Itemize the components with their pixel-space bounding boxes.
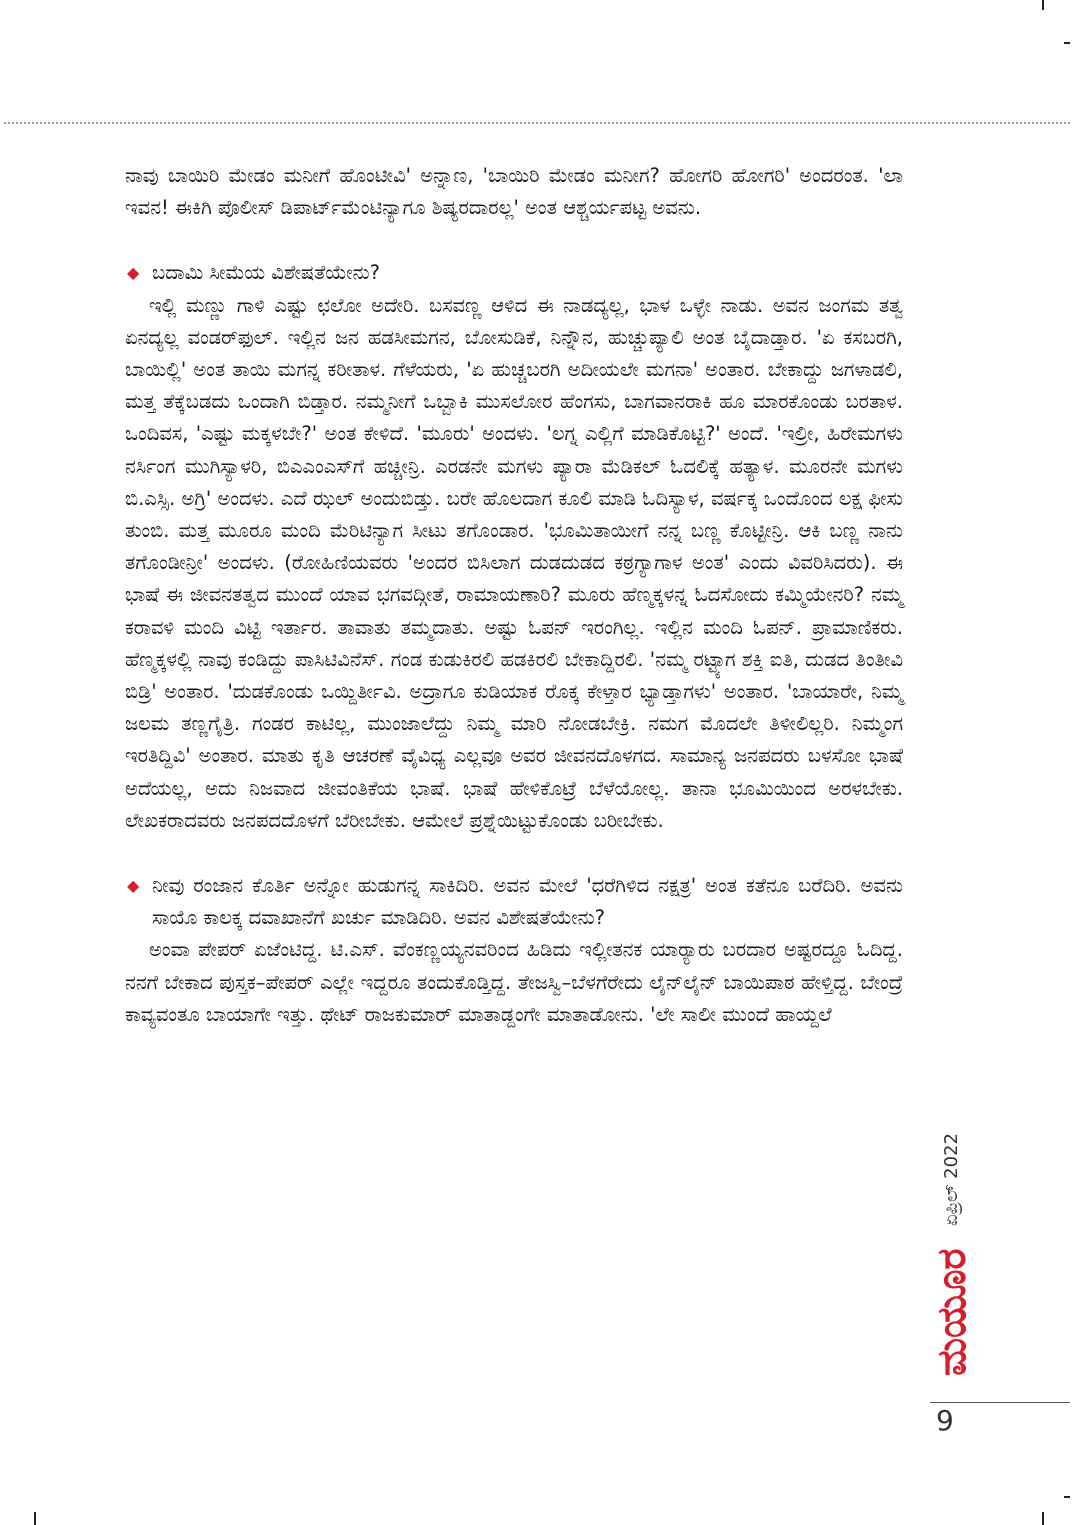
crop-mark-bottom-right: [1042, 1512, 1044, 1525]
diamond-bullet-icon: ◆: [127, 263, 140, 283]
issue-date: ಏಪ್ರಿಲ್ 2022: [941, 1133, 962, 1226]
article-body: [125, 160, 903, 1031]
question-text: ನೀವು ರಂಜಾನ ಕೊರ್ತಿ ಅನ್ನೋ ಹುಡುಗನ್ನ ಸಾಕಿದಿರಿ. ಅವನ ಮೇಲೆ 'ಧರೆಗಿಳಿದ ನಕ್ಷತ್ರ' ಅಂತ ಕತೆನೂ ಬರೆದಿರಿ. ಅವನು ಸಾಯೊ ಕಾಲಕ್ಕ ದವಾಖಾನೆಗೆ ಖರ್ಚು ಮಾಡಿದಿರಿ. ಅವನ ವಿಶೇಷತೆಯೇನು?: [152, 874, 903, 930]
page-number: 9: [936, 1404, 954, 1437]
crop-mark-bottom-left: [34, 1512, 36, 1525]
paragraph-spacer: [125, 224, 903, 257]
diamond-bullet-icon: ◆: [127, 876, 140, 896]
interview-answer-1: ಇಲ್ಲಿ ಮಣ್ಣು ಗಾಳಿ ಎಷ್ಟು ಛಲೋ ಅದೇರಿ. ಬಸವಣ್ಣ ಆಳಿದ ಈ ನಾಡದ್ಯಲ್ಲ, ಭಾಳ ಒಳ್ಳೇ ನಾಡು. ಅವನ ಜಂಗಮ ತತ್ವ ಏನದ್ಯಲ್ಲ ವಂಡರ್‌ಫುಲ್. ಇಲ್ಲಿನ ಜನ ಹಡಸೀಮಗನ, ಬೋಸುಡಿಕೆ, ನಿನ್ನೌನ, ಹುಚ್ಚುಪ್ಯಾಲಿ ಅಂತ ಬೈದಾಡ್ತಾರ. 'ಏ ಕಸಬರಗಿ, ಬಾಯಿಲ್ಲಿ' ಅಂತ ತಾಯಿ ಮಗನ್ನ ಕರೀತಾಳ. ಗೆಳೆಯರು, 'ಏ ಹುಚ್ಚಬರಗಿ ಅದೀಯಲೇ ಮಗನಾ' ಅಂತಾರ. ಬೇಕಾದ್ದು ಜಗಳಾಡಲಿ, ಮತ್ತ ತೆಕ್ಕೆಬಡದು ಒಂದಾಗಿ ಬಿಡ್ತಾರ. ನಮ್ಮನೀಗೆ ಒಬ್ಬಾಕಿ ಮುಸಲೋರ ಹೆಂಗಸು, ಬಾಗವಾನರಾಕಿ ಹೂ ಮಾರಕೊಂಡು ಬರತಾಳ. ಒಂದಿವಸ, 'ಎಷ್ಟು ಮಕ್ಕಳಬೇ?' ಅಂತ ಕೇಳಿದೆ. 'ಮೂರು' ಅಂದಳು. 'ಲಗ್ನ ಎಲ್ಲಿಗೆ ಮಾಡಿಕೊಟ್ಟಿ?' ಅಂದೆ. 'ಇಲ್ರೀ, ಹಿರೇಮಗಳು ನರ್ಸಿಂಗ ಮುಗಿಸ್ಯಾಳರಿ, ಬಿಎಎಂಎಸ್‌ಗೆ ಹಚ್ಚೀನ್ರಿ. ಎರಡನೇ ಮಗಳು ಪ್ಯಾರಾ ಮೆಡಿಕಲ್ ಓದಲಿಕ್ಕೆ ಹತ್ಯಾಳ. ಮೂರನೇ ಮಗಳು ಬಿ.ಎಸ್ಸಿ. ಅಗ್ರಿ' ಅಂದಳು. ಎದೆ ಝಲ್ ಅಂದುಬಿಡ್ತು. ಬರೇ ಹೊಲದಾಗ ಕೂಲಿ ಮಾಡಿ ಓದಿಸ್ಯಾಳ, ವರ್ಷಕ್ಕ ಒಂದೊಂದ ಲಕ್ಷ ಫೀಸು ತುಂಬಿ. ಮತ್ತ ಮೂರೂ ಮಂದಿ ಮೆರಿಟಿನ್ಯಾಗ ಸೀಟು ತಗೊಂಡಾರ. 'ಭೂಮಿತಾಯೀಗೆ ನನ್ನ ಬಣ್ಣ ಕೊಟ್ಟೀನ್ರಿ. ಆಕಿ ಬಣ್ಣ ನಾನು ತಗೊಂಡೀನ್ರೀ' ಅಂದಳು. (ರೋಹಿಣಿಯವರು 'ಅಂದರ ಬಿಸಿಲಾಗ ದುಡದುಡದ ಕಠ್ರಗ್ಯಾಗಾಳ ಅಂತ' ಎಂದು ವಿವರಿಸಿದರು). ಈ ಭಾಷೆ ಈ ಜೀವನತತ್ವದ ಮುಂದೆ ಯಾವ ಭಗವದ್ಗೀತೆ, ರಾಮಾಯಣಾರಿ? ಮೂರು ಹೆಣ್ಮಕ್ಕಳನ್ನ ಓದಸೋದು ಕಮ್ಮಿಯೇನರಿ? ನಮ್ಮ ಕರಾವಳಿ ಮಂದಿ ವಿಟ್ಟಿ ಇರ್ತಾರ. ತಾವಾತು ತಮ್ಮದಾತು. ಅಷ್ಟು ಓಪನ್ ಇರಂಗಿಲ್ಲ. ಇಲ್ಲಿನ ಮಂದಿ ಓಪನ್. ಪ್ರಾಮಾಣಿಕರು. ಹೆಣ್ಮಕ್ಕಳಲ್ಲಿ ನಾವು ಕಂಡಿದ್ದು ಪಾಸಿಟಿವಿನೆಸ್. ಗಂಡ ಕುಡುಕಿರಲಿ ಹಡಕಿರಲಿ ಬೇಕಾದ್ದಿರಲಿ. 'ನಮ್ಮ ರಟ್ಟ್ಯಾಗ ಶಕ್ತಿ ಐತಿ, ದುಡದ ತಿಂತೀವಿ ಬಿಡ್ರಿ' ಅಂತಾರ. 'ದುಡಕೊಂಡು ಒಯ್ದಿರ್ತೀವಿ. ಅದ್ರಾಗೂ ಕುಡಿಯಾಕ ರೊಕ್ಕ ಕೇಳ್ತಾರ ಭ್ಯಾಡ್ತಾಗಳು' ಅಂತಾರ. 'ಬಾಯಾರೇ, ನಿಮ್ಮ ಜಲಮ ತಣ್ಣಗೈತ್ರಿ. ಗಂಡರ ಕಾಟಿಲ್ಲ, ಮುಂಜಾಲೆದ್ದು ನಿಮ್ಮ ಮಾರಿ ನೋಡಬೇಕ್ರಿ. ನಮಗ ಮೊದಲೇ ತಿಳೀಲಿಲ್ಲರಿ. ನಿಮ್ಮಂಗ ಇರತಿದ್ದಿವಿ' ಅಂತಾರ. ಮಾತು ಕೃತಿ ಆಚರಣೆ ವೈವಿಧ್ಯ ಎಲ್ಲವೂ ಅವರ ಜೀವನದೊಳಗದ. ಸಾಮಾನ್ಯ ಜನಪದರು ಬಳಸೋ ಭಾಷೆ ಅದೆಯಲ್ಲ, ಅದು ನಿಜವಾದ ಜೀವಂತಿಕೆಯ ಭಾಷೆ. ಭಾಷೆ ಹೇಳಿಕೊಟ್ರೆ ಬೆಳೆಯೋಲ್ಲ. ತಾನಾ ಭೂಮಿಯಿಂದ ಅರಳಬೇಕು. ಲೇಖಕರಾದವರು ಜನಪದದೊಳಗೆ ಬೆರೀಬೇಕು. ಆಮೇಲೆ ಪ್ರಶ್ನೆಯಿಟ್ಟುಕೊಂಡು ಬರೀಬೇಕು.: [125, 293, 903, 832]
interview-question-2: [125, 870, 903, 934]
crop-mark-top-right: [1042, 0, 1044, 10]
interview-answer-2: ಅಂವಾ ಪೇಪರ್ ಏಜೆಂಟಿದ್ದ. ಟಿ.ಎಸ್. ವೆಂಕಣ್ಣಯ್ಯನವರಿಂದ ಹಿಡಿದು ಇಲ್ಲೀತನಕ ಯಾರ್‍ಯಾರು ಬರದಾರ ಅಷ್ಟರದ್ದೂ ಓದಿದ್ದ. ನನಗೆ ಬೇಕಾದ ಪುಸ್ತಕ–ಪೇಪರ್ ಎಲ್ಲೇ ಇದ್ದರೂ ತಂದುಕೊಡ್ತಿದ್ದ. ತೇಜಸ್ವಿ–ಬೆಳಗೆರೇದು ಲೈನ್‌ಲೈನ್ ಬಾಯಿಪಾಠ ಹೇಳ್ತಿದ್ದ. ಬೇಂದ್ರೆ ಕಾವ್ಯವಂತೂ ಬಾಯಾಗೇ ಇತ್ತು. ಥೇಟ್ ರಾಜಕುಮಾರ್ ಮಾತಾಡ್ದಂಗೇ ಮಾತಾಡೋನು. 'ಲೇ ಸಾಲೀ ಮುಂದೆ ಹಾಯ್ದಲೆ: [125, 938, 903, 1026]
page-number-rule: [930, 1402, 1070, 1403]
header-dotted-rule: [4, 122, 1070, 124]
interview-question-1: [125, 257, 903, 289]
question-text: ಬದಾಮಿ ಸೀಮೆಯ ವಿಶೇಷತೆಯೇನು?: [152, 261, 380, 285]
crop-mark-top-right-side: [1064, 42, 1070, 44]
magazine-logo: ಮಯೂರ: [929, 1248, 975, 1377]
crop-mark-bottom-right-side: [1064, 1496, 1070, 1498]
paragraph-spacer: [125, 837, 903, 870]
article-paragraph-intro: ನಾವು ಬಾಯಿರಿ ಮೇಡಂ ಮನೀಗೆ ಹೊಂಟೀವಿ' ಅನ್ನಾಣ, 'ಬಾಯಿರಿ ಮೇಡಂ ಮನೀಗ? ಹೋಗರಿ ಹೋಗರಿ' ಅಂದರಂತ. 'ಲಾ ಇವನ! ಈಕಿಗಿ ಪೊಲೀಸ್ ಡಿಪಾರ್ಟ್‌ಮೆಂಟಿನ್ಯಾಗೂ ಶಿಷ್ಯರದಾರಲ್ಲ' ಅಂತ ಆಶ್ಚರ್ಯಪಟ್ಟ ಅವನು.: [125, 164, 903, 220]
